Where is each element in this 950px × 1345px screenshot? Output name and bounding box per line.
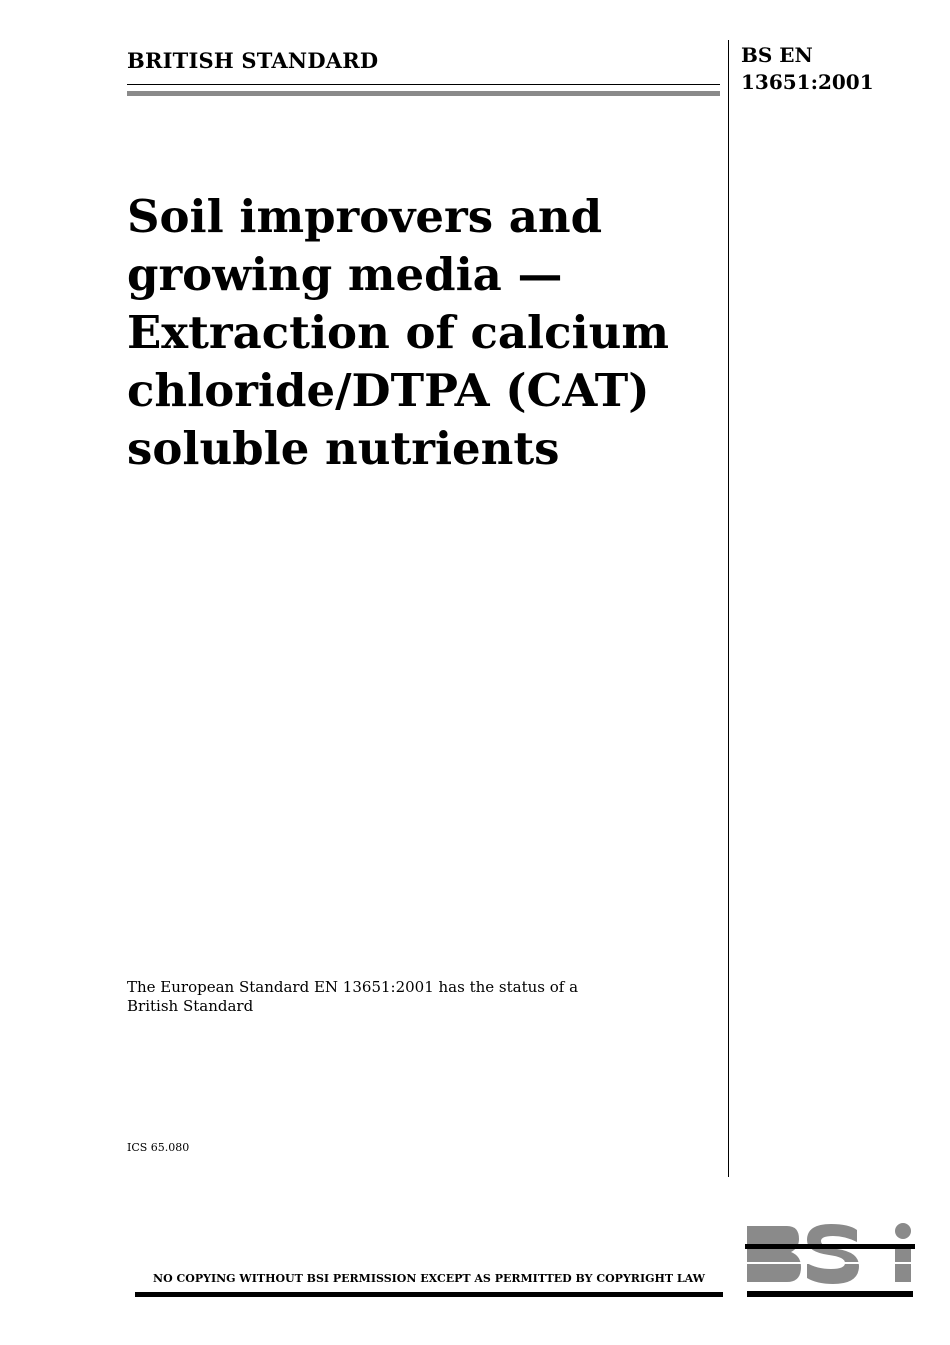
- title-line: chloride/DTPA (CAT): [127, 364, 650, 417]
- status-line1: The European Standard EN 13651:2001 has the status of a: [127, 978, 579, 996]
- copyright-notice: NO COPYING WITHOUT BSI PERMISSION EXCEPT AS PERMITTED BY COPYRIGHT LAW: [153, 1272, 705, 1285]
- title-line: Extraction of calcium: [127, 306, 669, 359]
- title-line: Soil improvers and: [127, 190, 603, 243]
- bsi-logo: [745, 1222, 915, 1298]
- footer-rule: [135, 1292, 723, 1297]
- status-statement: [127, 978, 578, 1016]
- standard-number-line2: 13651:2001: [741, 70, 874, 94]
- series-label: BRITISH STANDARD: [127, 48, 379, 73]
- ics-code: ICS 65.080: [127, 1141, 190, 1154]
- title-line: growing media —: [127, 248, 563, 301]
- header-rule-grey: [127, 91, 720, 96]
- title-line: soluble nutrients: [127, 422, 560, 475]
- status-line2: British Standard: [127, 997, 254, 1015]
- standard-number-line1: BS EN: [741, 43, 813, 67]
- header-rule-thin: [127, 84, 720, 85]
- logo-text: BSI: [829, 1268, 831, 1269]
- standard-number: [741, 42, 874, 96]
- vertical-rule: [728, 40, 729, 1177]
- document-title: [127, 188, 717, 478]
